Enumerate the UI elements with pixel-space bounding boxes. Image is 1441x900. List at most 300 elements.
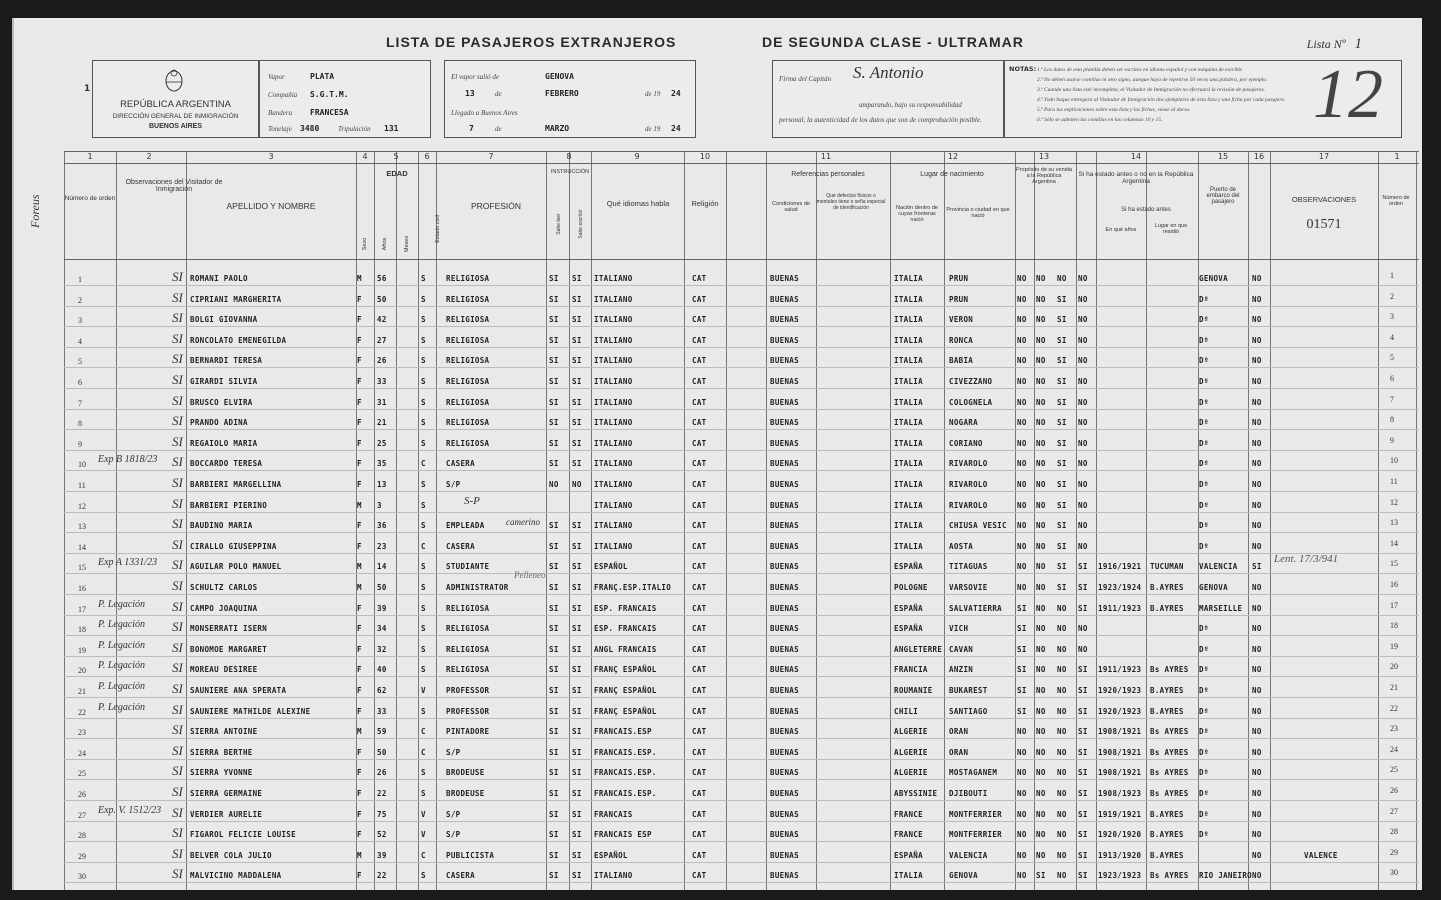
header-meses: Meses <box>404 235 410 253</box>
cell-rel: CAT <box>692 871 707 881</box>
cell-p4: SI <box>1078 850 1088 860</box>
cell-p4: NO <box>1078 294 1088 304</box>
cell-p2: NO <box>1036 315 1046 325</box>
cell-prof: BRODEUSE <box>446 789 485 798</box>
ship-info-box <box>259 60 431 138</box>
visitador-note: Exp A 1331/23 <box>98 557 158 569</box>
row-number: 10 <box>78 460 86 470</box>
cell-read: SI <box>549 583 559 592</box>
cell-p2: NO <box>1036 521 1046 531</box>
arrival-year: 24 <box>671 124 681 133</box>
passenger-list-sheet <box>12 18 1422 890</box>
row-number-right: 10 <box>1390 456 1398 466</box>
cell-age: 3 <box>377 500 382 510</box>
cell-p1: NO <box>1017 809 1027 819</box>
cell-lang: ESPAÑOL <box>594 562 628 572</box>
row-number-right: 24 <box>1390 744 1398 754</box>
cell-read: SI <box>549 274 559 283</box>
cell-sex: M <box>357 500 362 510</box>
cell-prof: STUDIANTE <box>446 562 490 572</box>
cell-rel: CAT <box>692 315 707 325</box>
cell-civ: V <box>421 686 426 695</box>
cell-civ: C <box>421 541 426 551</box>
cell-read: SI <box>549 624 559 634</box>
cell-c16: NO <box>1252 789 1262 798</box>
cell-prov: MONTFERRIER <box>949 830 1002 840</box>
cell-p4: NO <box>1078 377 1088 386</box>
column-number: 15 <box>1217 152 1229 161</box>
cell-p1: NO <box>1017 850 1027 860</box>
cell-c16: NO <box>1252 727 1262 737</box>
cell-nat: ITALIA <box>894 356 923 366</box>
cell-health: BUENAS <box>770 500 799 510</box>
cell-nat: ALGERIE <box>894 727 928 737</box>
cell-health: BUENAS <box>770 521 799 531</box>
cell-civ: S <box>421 624 426 634</box>
captain-label: Firma del Capitán <box>779 75 832 83</box>
cell-p2: NO <box>1036 644 1046 654</box>
cell-port: RIO JANEIRO <box>1199 871 1252 881</box>
row15-observation: Lent. 17/3/941 <box>1274 553 1339 565</box>
cell-nat: ITALIA <box>894 438 923 448</box>
cell-prof: ADMINISTRATOR <box>446 583 509 592</box>
cell-rel: CAT <box>692 809 707 819</box>
cell-sex: F <box>357 541 362 551</box>
ship-label: Vapor <box>268 73 285 81</box>
notes-title: NOTAS: <box>1009 65 1037 73</box>
cell-p1: NO <box>1017 356 1027 366</box>
cell-read: SI <box>549 459 559 469</box>
cell-name: GIRARDI SILVIA <box>190 377 258 386</box>
visitador-note: P. Legación <box>98 598 146 610</box>
cell-p2: NO <box>1036 830 1046 840</box>
row-number-right: 7 <box>1390 394 1394 404</box>
cell-sex: F <box>357 871 362 881</box>
cell-name: BARBIERI MARGELLINA <box>190 480 282 489</box>
note-item: 4.ª Todo buque entregará al Visitador de Inmigración dos ejemplares de esta lista y una ficha por cada pasajero. <box>1037 97 1286 103</box>
column-number: 5 <box>393 152 399 161</box>
cell-p4: SI <box>1078 583 1088 592</box>
cell-civ: S <box>421 644 426 654</box>
cell-nat: ITALIA <box>894 500 923 510</box>
row-number: 1 <box>78 275 82 284</box>
row-number: 11 <box>78 481 86 490</box>
cell-prov: ANZIN <box>949 665 974 675</box>
cell-health: BUENAS <box>770 315 799 325</box>
cell-nat: ITALIA <box>894 871 923 881</box>
cell-name: MALVICINO MADDALENA <box>190 871 282 881</box>
cell-write: SI <box>572 521 582 531</box>
cell-write: SI <box>572 438 582 448</box>
column-number: 9 <box>634 152 640 161</box>
row-number-right: 18 <box>1390 621 1398 631</box>
cell-sex: F <box>357 315 362 325</box>
cell-p3: SI <box>1057 294 1067 304</box>
captain-note-2: personal, la autenticidad de los datos que son de comprobación posible. <box>779 116 982 124</box>
cell-p1: NO <box>1017 335 1027 345</box>
cell-health: BUENAS <box>770 541 799 551</box>
cell-rel: CAT <box>692 480 707 489</box>
cell-prov: PRUN <box>949 294 969 304</box>
cell-p4: NO <box>1078 624 1088 634</box>
cell-prov: ORAN <box>949 727 969 737</box>
row-number: 30 <box>78 872 86 882</box>
row-number-right: 6 <box>1390 374 1394 383</box>
cell-prof: S/P <box>446 480 461 489</box>
cell-nat: ESPAÑA <box>894 850 923 860</box>
cell-health: BUENAS <box>770 747 799 757</box>
column-number: 7 <box>488 152 494 161</box>
cell-p1: NO <box>1017 747 1027 757</box>
cell-p4: NO <box>1078 500 1088 510</box>
cell-civ: C <box>421 747 426 757</box>
cell-p4: SI <box>1078 747 1088 757</box>
cell-age: 62 <box>377 686 387 695</box>
cell-name: SIERRA ANTOINE <box>190 727 258 737</box>
column-number: 11 <box>820 152 832 161</box>
cell-lang: FRANCAIS <box>594 809 633 819</box>
cell-p1: SI <box>1017 624 1027 634</box>
row-number-right: 9 <box>1390 435 1394 445</box>
cell-health: BUENAS <box>770 624 799 634</box>
cell-c16: NO <box>1252 706 1262 716</box>
cell-c16: NO <box>1252 397 1262 407</box>
header-sexo: Sexo <box>362 237 368 251</box>
cell-p2: NO <box>1036 335 1046 345</box>
row-number: 2 <box>78 295 82 305</box>
cell-p3: SI <box>1057 418 1067 428</box>
cell-c16: NO <box>1252 500 1262 510</box>
cell-port: Dº <box>1199 335 1209 345</box>
cell-write: SI <box>572 644 582 654</box>
cell-p4: SI <box>1078 830 1088 840</box>
visitador-tick: SI <box>172 310 183 326</box>
cell-p1: NO <box>1017 727 1027 737</box>
cell-prov: COLOGNELA <box>949 397 993 407</box>
cell-sex: F <box>357 747 362 757</box>
captain-box <box>772 60 1004 138</box>
row-line <box>64 800 1419 801</box>
row-number-right: 1 <box>1390 271 1394 280</box>
cell-p2: SI <box>1036 871 1046 881</box>
cell-prof: RELIGIOSA <box>446 624 490 634</box>
cell-health: BUENAS <box>770 562 799 572</box>
cell-prof: RELIGIOSA <box>446 274 490 283</box>
cell-p4: NO <box>1078 397 1088 407</box>
cell-read: SI <box>549 727 559 737</box>
cell-port: Dº <box>1199 500 1209 510</box>
cell-p3: SI <box>1057 521 1067 531</box>
cell-p1: NO <box>1017 459 1027 469</box>
cell-p2: NO <box>1036 562 1046 572</box>
visitador-tick: SI <box>172 351 183 367</box>
row-number-right: 30 <box>1390 868 1398 878</box>
cell-p3: NO <box>1057 665 1067 675</box>
cell-c16: NO <box>1252 294 1262 304</box>
cell-res: Bs AYRES <box>1150 665 1189 675</box>
cell-name: BELVER COLA JULIO <box>190 850 272 860</box>
cell-prov: RIVAROLO <box>949 459 988 469</box>
title-right: DE SEGUNDA CLASE - ULTRAMAR <box>762 34 1024 50</box>
cell-c16: SI <box>1252 562 1262 572</box>
row-line <box>64 388 1419 389</box>
captain-note-1: amparando, bajo su responsabilidad <box>859 101 962 109</box>
cell-p3: NO <box>1057 830 1067 840</box>
cell-c16: NO <box>1252 624 1262 634</box>
cell-p2: NO <box>1036 789 1046 798</box>
cell-port: GENOVA <box>1199 583 1228 592</box>
country-name: REPÚBLICA ARGENTINA <box>120 99 231 110</box>
cell-port: Dº <box>1199 665 1209 675</box>
cell-p2: NO <box>1036 377 1046 386</box>
cell-rel: CAT <box>692 603 707 613</box>
cell-c16: NO <box>1252 809 1262 819</box>
cell-civ: S <box>421 521 426 531</box>
flag-label: Bandera <box>268 109 293 117</box>
cell-c16: NO <box>1252 459 1262 469</box>
cell-health: BUENAS <box>770 377 799 386</box>
row-number: 16 <box>78 584 86 593</box>
cell-p1: SI <box>1017 686 1027 695</box>
visitador-tick: SI <box>172 763 183 779</box>
header-numero-orden-right: Número de orden <box>1382 195 1410 207</box>
cell-port: Dº <box>1199 727 1209 737</box>
row-number-right: 11 <box>1390 477 1398 486</box>
header-lugar-nacimiento: Lugar de nacimiento <box>920 171 984 178</box>
cell-rel: CAT <box>692 459 707 469</box>
cell-civ: S <box>421 418 426 428</box>
cell-p2: NO <box>1036 356 1046 366</box>
cell-write: SI <box>572 850 582 860</box>
cell-p4: SI <box>1078 706 1088 716</box>
cell-res: B.AYRES <box>1150 809 1184 819</box>
cell-p4: NO <box>1078 521 1088 531</box>
cell-nat: ITALIA <box>894 480 923 489</box>
cell-p2: NO <box>1036 397 1046 407</box>
cell-p4: SI <box>1078 789 1088 798</box>
visitador-tick: SI <box>172 536 183 552</box>
cell-c16: NO <box>1252 830 1262 840</box>
visitador-tick: SI <box>172 289 183 305</box>
cell-prof: RELIGIOSA <box>446 665 490 675</box>
cell-p3: NO <box>1057 768 1067 778</box>
cell-sex: M <box>357 850 362 860</box>
cell-p4: NO <box>1078 335 1088 345</box>
coat-of-arms-icon <box>163 67 185 93</box>
cell-prov: PRUN <box>949 274 969 283</box>
cell-health: BUENAS <box>770 789 799 798</box>
cell-nat: ROUMANIE <box>894 686 933 695</box>
lista-number: 1 <box>1354 36 1362 52</box>
captain-signature: S. Antonio <box>853 63 924 82</box>
cell-lang: ITALIANO <box>594 459 633 469</box>
row-line <box>64 491 1419 492</box>
cell-health: BUENAS <box>770 480 799 489</box>
cell-health: BUENAS <box>770 583 799 592</box>
cell-write: NO <box>572 480 582 489</box>
column-number: 2 <box>146 152 152 161</box>
row-number-right: 3 <box>1390 312 1394 322</box>
cell-p3: NO <box>1057 727 1067 737</box>
visitador-tick: SI <box>172 701 183 717</box>
column-number: 13 <box>1038 152 1050 161</box>
row-number-right: 22 <box>1390 703 1398 713</box>
cell-port: MARSEILLE <box>1199 603 1243 613</box>
cell-prov: DJIBOUTI <box>949 789 988 798</box>
cell-yrs: 1923/1924 <box>1098 583 1142 592</box>
cell-civ: S <box>421 356 426 366</box>
cell-prof: PROFESSOR <box>446 706 490 716</box>
cell-yrs: 1908/1923 <box>1098 789 1142 798</box>
cell-age: 56 <box>377 274 387 283</box>
visitador-tick: SI <box>172 784 183 799</box>
cell-name: BONOMOE MARGARET <box>190 644 268 654</box>
corner-mark: 1 <box>84 84 91 94</box>
lista-label-text: Lista Nº <box>1306 37 1346 51</box>
visitador-tick: SI <box>172 722 183 738</box>
cell-age: 36 <box>377 521 387 531</box>
row-number-right: 12 <box>1390 497 1398 507</box>
cell-read: SI <box>549 294 559 304</box>
cell-res: Bs AYRES <box>1150 871 1189 881</box>
cell-civ: S <box>421 500 426 510</box>
cell-p3: NO <box>1057 603 1067 613</box>
cell-port: Dº <box>1199 541 1209 551</box>
cell-civ: S <box>421 335 426 345</box>
cell-p4: NO <box>1078 315 1088 325</box>
cell-res: B.AYRES <box>1150 706 1184 716</box>
cell-res: Bs AYRES <box>1150 727 1189 737</box>
cell-p3: NO <box>1057 706 1067 716</box>
cell-write: SI <box>572 562 582 572</box>
cell-rel: CAT <box>692 850 707 860</box>
cell-prov: CAVAN <box>949 644 974 654</box>
cell-civ: S <box>421 274 426 283</box>
cell-lang: ITALIANO <box>594 438 633 448</box>
note-item: 5.ª Para las explicaciones sobre esta lista y las fichas, véase al dorso. <box>1037 107 1191 113</box>
cell-c16: NO <box>1252 603 1262 613</box>
cell-health: BUENAS <box>770 665 799 675</box>
arrival-month: MARZO <box>545 124 570 133</box>
row-line <box>64 409 1419 410</box>
header-idiomas: Qué idiomas habla <box>606 199 670 208</box>
cell-p3: NO <box>1057 624 1067 634</box>
row-line <box>64 429 1419 430</box>
cell-p1: NO <box>1017 521 1027 531</box>
cell-name: MONSERRATI ISERN <box>190 624 268 634</box>
cell-health: BUENAS <box>770 727 799 737</box>
cell-sex: M <box>357 583 362 592</box>
cell-health: BUENAS <box>770 438 799 448</box>
cell-port: Dº <box>1199 686 1209 695</box>
cell-rel: CAT <box>692 727 707 737</box>
cell-write: SI <box>572 274 582 283</box>
cell-age: 50 <box>377 747 387 757</box>
row-line <box>64 821 1419 822</box>
row-line <box>64 615 1419 616</box>
cell-prof: PINTADORE <box>446 727 490 737</box>
cell-age: 31 <box>377 397 387 407</box>
cell-read: SI <box>549 603 559 613</box>
row-line <box>64 367 1419 368</box>
cell-yrs: 1911/1923 <box>1098 665 1142 675</box>
cell-p2: NO <box>1036 274 1046 283</box>
cell-lang: FRANCAIS ESP <box>594 830 652 840</box>
cell-civ: C <box>421 727 426 737</box>
departed-day: 13 <box>465 89 475 98</box>
cell-write: SI <box>572 541 582 551</box>
row-number: 9 <box>78 439 82 449</box>
cell-lang: ESP. FRANCAIS <box>594 603 657 613</box>
cell-rel: CAT <box>692 397 707 407</box>
departed-de-label: de <box>495 90 502 98</box>
cell-port: Dº <box>1199 397 1209 407</box>
cell-age: 27 <box>377 335 387 345</box>
cell-age: 25 <box>377 438 387 448</box>
cell-prof: RELIGIOSA <box>446 418 490 428</box>
cell-p4: SI <box>1078 665 1088 675</box>
cell-read: SI <box>549 644 559 654</box>
header-numero-orden: Número de orden <box>64 195 116 202</box>
cell-p2: NO <box>1036 459 1046 469</box>
cell-res: B.AYRES <box>1150 583 1184 592</box>
cell-res: Bs AYRES <box>1150 789 1189 798</box>
cell-port: Dº <box>1199 294 1209 304</box>
cell-p1: SI <box>1017 665 1027 675</box>
visitador-tick: SI <box>172 557 183 573</box>
cell-rel: CAT <box>692 583 707 592</box>
cell-port: Dº <box>1199 418 1209 428</box>
cell-p1: NO <box>1017 562 1027 572</box>
cell-p4: SI <box>1078 603 1088 613</box>
cell-port: Dº <box>1199 747 1209 757</box>
cell-civ: C <box>421 850 426 860</box>
cell-name: VERDIER AURELIE <box>190 809 263 819</box>
visitador-note: P. Legación <box>98 639 146 651</box>
row-number-right: 15 <box>1390 559 1398 569</box>
cell-prov: ORAN <box>949 747 969 757</box>
cell-nat: FRANCE <box>894 809 923 819</box>
note-item: 2.ª No deben usarse comillas ni otro signo, aunque haya de repetirse 50 veces una palabra, por ejemplo. <box>1037 77 1268 83</box>
row-number-right: 4 <box>1390 332 1394 342</box>
cell-sex: F <box>357 768 362 778</box>
direction-name: DIRECCIÓN GENERAL DE INMIGRACIÓN <box>112 113 239 120</box>
row-line <box>64 306 1419 307</box>
column-number: 14 <box>1130 152 1142 161</box>
cell-age: 50 <box>377 583 387 592</box>
cell-lang: ANGL FRANCAIS <box>594 644 657 654</box>
header-edad: EDAD <box>386 169 408 178</box>
cell-age: 23 <box>377 541 387 551</box>
row-number: 26 <box>78 790 86 799</box>
cell-prov: BABIA <box>949 356 974 366</box>
cell-read: SI <box>549 830 559 840</box>
cell-p3: NO <box>1057 644 1067 654</box>
cell-res: B.AYRES <box>1150 850 1184 860</box>
cell-name: BOCCARDO TERESA <box>190 459 263 469</box>
cell-lang: ESPAÑOL <box>594 850 628 860</box>
header-referencias: Referencias personales <box>791 171 865 178</box>
cell-civ: S <box>421 315 426 325</box>
cell-res: B.AYRES <box>1150 830 1184 840</box>
cell-yrs: 1908/1921 <box>1098 727 1142 737</box>
cell-p1: NO <box>1017 480 1027 489</box>
row-number-right: 5 <box>1390 353 1394 363</box>
cell-c16: NO <box>1252 356 1262 366</box>
row-line <box>64 779 1419 780</box>
departed-year: 24 <box>671 89 681 98</box>
cell-lang: FRANCAIS.ESP. <box>594 768 657 778</box>
